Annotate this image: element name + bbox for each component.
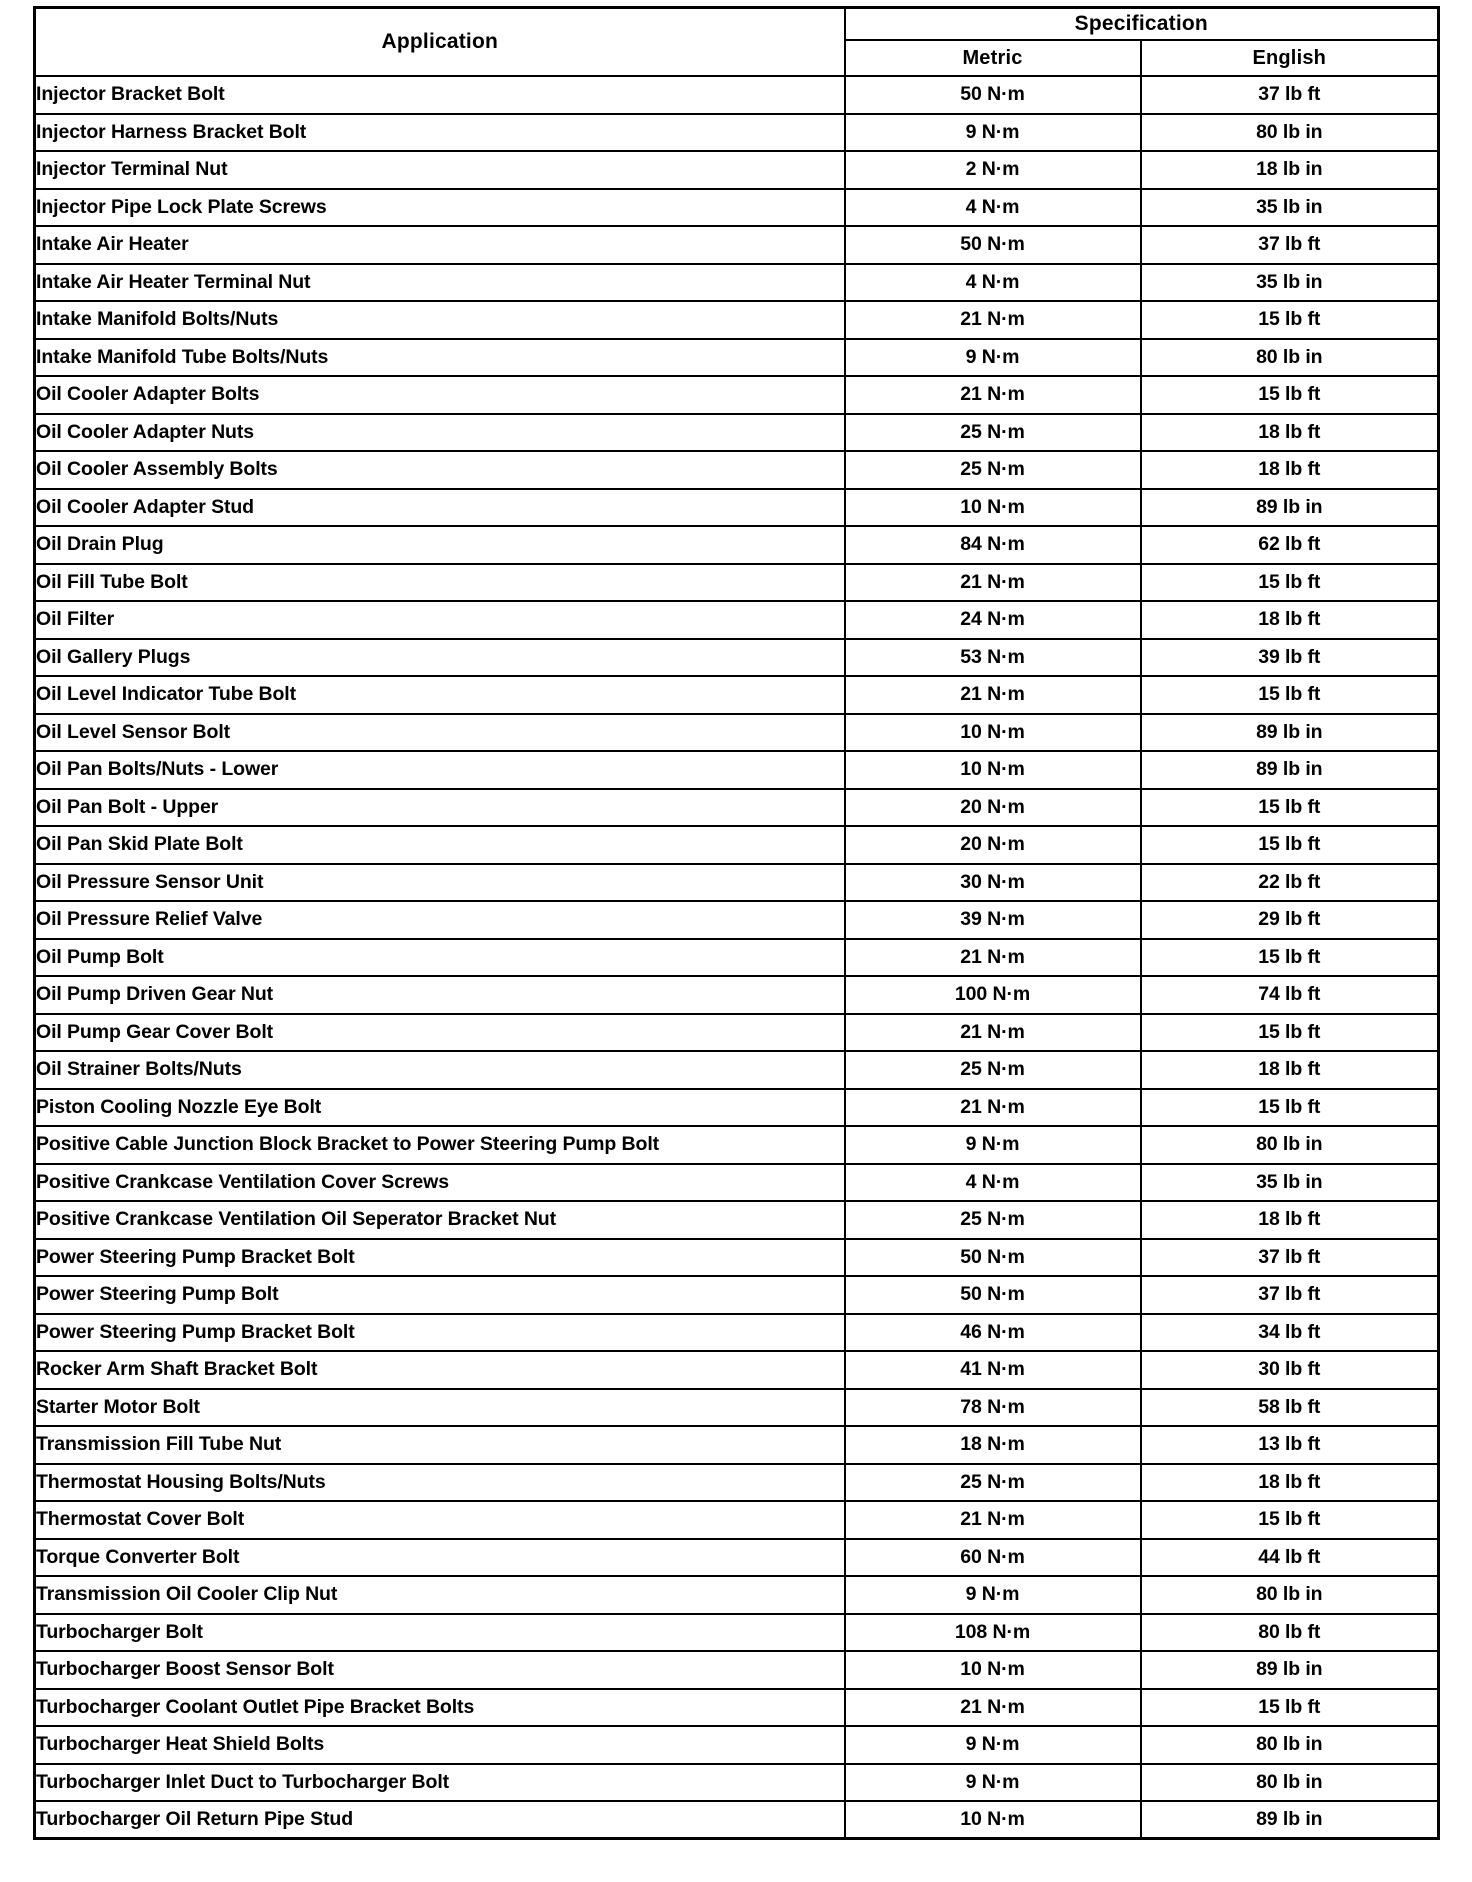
cell-english: 30 lb ft — [1141, 1351, 1439, 1389]
cell-application: Rocker Arm Shaft Bracket Bolt — [35, 1351, 845, 1389]
cell-metric: 9 N·m — [845, 1576, 1141, 1614]
cell-metric: 50 N·m — [845, 1239, 1141, 1277]
cell-metric: 9 N·m — [845, 1126, 1141, 1164]
cell-application: Oil Cooler Adapter Nuts — [35, 414, 845, 452]
table-row — [35, 1389, 1439, 1427]
table-row — [35, 1089, 1439, 1127]
table-row — [35, 676, 1439, 714]
cell-application: Power Steering Pump Bracket Bolt — [35, 1314, 845, 1352]
table-row — [35, 1351, 1439, 1389]
cell-english: 80 lb in — [1141, 1764, 1439, 1802]
cell-english: 15 lb ft — [1141, 564, 1439, 602]
cell-metric: 21 N·m — [845, 676, 1141, 714]
cell-application: Oil Gallery Plugs — [35, 639, 845, 677]
table-row — [35, 1801, 1439, 1839]
cell-metric: 24 N·m — [845, 601, 1141, 639]
table-row — [35, 1314, 1439, 1352]
cell-english: 80 lb in — [1141, 1126, 1439, 1164]
cell-english: 18 lb ft — [1141, 1051, 1439, 1089]
table-row — [35, 1726, 1439, 1764]
table-row — [35, 76, 1439, 114]
cell-english: 35 lb in — [1141, 264, 1439, 302]
table-row — [35, 976, 1439, 1014]
table-row — [35, 114, 1439, 152]
cell-application: Turbocharger Boost Sensor Bolt — [35, 1651, 845, 1689]
cell-application: Oil Strainer Bolts/Nuts — [35, 1051, 845, 1089]
table-row — [35, 789, 1439, 827]
column-header-metric: Metric — [845, 40, 1141, 76]
table-row — [35, 1014, 1439, 1052]
cell-application: Oil Pan Bolt - Upper — [35, 789, 845, 827]
cell-english: 89 lb in — [1141, 751, 1439, 789]
table-row — [35, 1126, 1439, 1164]
cell-metric: 78 N·m — [845, 1389, 1141, 1427]
cell-metric: 10 N·m — [845, 751, 1141, 789]
cell-application: Injector Harness Bracket Bolt — [35, 114, 845, 152]
cell-english: 89 lb in — [1141, 1651, 1439, 1689]
cell-metric: 4 N·m — [845, 1164, 1141, 1202]
table-row — [35, 1276, 1439, 1314]
column-header-specification: Specification — [845, 8, 1439, 41]
cell-metric: 21 N·m — [845, 1014, 1141, 1052]
cell-application: Oil Pan Bolts/Nuts - Lower — [35, 751, 845, 789]
column-header-application: Application — [35, 8, 845, 77]
cell-metric: 41 N·m — [845, 1351, 1141, 1389]
cell-application: Intake Manifold Tube Bolts/Nuts — [35, 339, 845, 377]
cell-application: Oil Pressure Sensor Unit — [35, 864, 845, 902]
table-row — [35, 339, 1439, 377]
cell-application: Oil Level Indicator Tube Bolt — [35, 676, 845, 714]
cell-metric: 50 N·m — [845, 226, 1141, 264]
cell-application: Oil Filter — [35, 601, 845, 639]
cell-application: Oil Pump Gear Cover Bolt — [35, 1014, 845, 1052]
cell-application: Turbocharger Oil Return Pipe Stud — [35, 1801, 845, 1839]
cell-metric: 100 N·m — [845, 976, 1141, 1014]
table-row — [35, 564, 1439, 602]
cell-metric: 9 N·m — [845, 339, 1141, 377]
cell-metric: 21 N·m — [845, 1089, 1141, 1127]
cell-application: Oil Pump Driven Gear Nut — [35, 976, 845, 1014]
cell-english: 15 lb ft — [1141, 1689, 1439, 1727]
table-row — [35, 1051, 1439, 1089]
cell-english: 18 lb ft — [1141, 414, 1439, 452]
cell-application: Thermostat Cover Bolt — [35, 1501, 845, 1539]
cell-metric: 60 N·m — [845, 1539, 1141, 1577]
cell-metric: 9 N·m — [845, 1764, 1141, 1802]
table-row — [35, 1764, 1439, 1802]
cell-metric: 25 N·m — [845, 1051, 1141, 1089]
cell-english: 80 lb in — [1141, 339, 1439, 377]
cell-application: Injector Terminal Nut — [35, 151, 845, 189]
cell-english: 15 lb ft — [1141, 1014, 1439, 1052]
cell-application: Power Steering Pump Bracket Bolt — [35, 1239, 845, 1277]
cell-english: 89 lb in — [1141, 1801, 1439, 1839]
cell-english: 15 lb ft — [1141, 1089, 1439, 1127]
table-row — [35, 901, 1439, 939]
table-row — [35, 151, 1439, 189]
table-row — [35, 1501, 1439, 1539]
cell-english: 37 lb ft — [1141, 226, 1439, 264]
table-row — [35, 264, 1439, 302]
table-row — [35, 301, 1439, 339]
cell-application: Oil Drain Plug — [35, 526, 845, 564]
table-row — [35, 1464, 1439, 1502]
cell-metric: 10 N·m — [845, 1801, 1141, 1839]
cell-english: 35 lb in — [1141, 189, 1439, 227]
table-row — [35, 826, 1439, 864]
cell-metric: 9 N·m — [845, 114, 1141, 152]
cell-english: 34 lb ft — [1141, 1314, 1439, 1352]
cell-english: 37 lb ft — [1141, 1239, 1439, 1277]
cell-application: Oil Fill Tube Bolt — [35, 564, 845, 602]
cell-application: Injector Pipe Lock Plate Screws — [35, 189, 845, 227]
table-row — [35, 526, 1439, 564]
cell-application: Positive Cable Junction Block Bracket to Power Steering Pump Bolt — [35, 1126, 845, 1164]
cell-metric: 20 N·m — [845, 826, 1141, 864]
cell-metric: 46 N·m — [845, 1314, 1141, 1352]
cell-english: 15 lb ft — [1141, 789, 1439, 827]
cell-application: Transmission Fill Tube Nut — [35, 1426, 845, 1464]
cell-application: Oil Cooler Adapter Bolts — [35, 376, 845, 414]
table-row — [35, 1689, 1439, 1727]
table-row — [35, 601, 1439, 639]
cell-english: 35 lb in — [1141, 1164, 1439, 1202]
cell-english: 74 lb ft — [1141, 976, 1439, 1014]
cell-metric: 25 N·m — [845, 1464, 1141, 1502]
cell-metric: 50 N·m — [845, 1276, 1141, 1314]
table-row — [35, 939, 1439, 977]
cell-metric: 10 N·m — [845, 1651, 1141, 1689]
cell-application: Oil Level Sensor Bolt — [35, 714, 845, 752]
table-row — [35, 714, 1439, 752]
cell-application: Injector Bracket Bolt — [35, 76, 845, 114]
cell-metric: 53 N·m — [845, 639, 1141, 677]
cell-english: 15 lb ft — [1141, 1501, 1439, 1539]
table-row — [35, 414, 1439, 452]
cell-metric: 21 N·m — [845, 376, 1141, 414]
cell-metric: 39 N·m — [845, 901, 1141, 939]
header-row-top — [35, 8, 1439, 41]
cell-metric: 2 N·m — [845, 151, 1141, 189]
cell-english: 15 lb ft — [1141, 826, 1439, 864]
cell-english: 80 lb in — [1141, 1576, 1439, 1614]
cell-application: Piston Cooling Nozzle Eye Bolt — [35, 1089, 845, 1127]
cell-metric: 50 N·m — [845, 76, 1141, 114]
cell-english: 18 lb ft — [1141, 1201, 1439, 1239]
table-row — [35, 639, 1439, 677]
table-row — [35, 1651, 1439, 1689]
cell-english: 80 lb in — [1141, 1726, 1439, 1764]
cell-english: 39 lb ft — [1141, 639, 1439, 677]
cell-english: 58 lb ft — [1141, 1389, 1439, 1427]
table-row — [35, 1539, 1439, 1577]
cell-application: Turbocharger Heat Shield Bolts — [35, 1726, 845, 1764]
cell-english: 80 lb ft — [1141, 1614, 1439, 1652]
table-row — [35, 1614, 1439, 1652]
table-row — [35, 1239, 1439, 1277]
cell-application: Oil Cooler Adapter Stud — [35, 489, 845, 527]
cell-english: 44 lb ft — [1141, 1539, 1439, 1577]
cell-english: 22 lb ft — [1141, 864, 1439, 902]
cell-application: Oil Pump Bolt — [35, 939, 845, 977]
cell-english: 89 lb in — [1141, 714, 1439, 752]
cell-metric: 25 N·m — [845, 1201, 1141, 1239]
cell-application: Thermostat Housing Bolts/Nuts — [35, 1464, 845, 1502]
cell-application: Oil Pressure Relief Valve — [35, 901, 845, 939]
table-row — [35, 376, 1439, 414]
cell-application: Intake Manifold Bolts/Nuts — [35, 301, 845, 339]
table-row — [35, 489, 1439, 527]
column-header-english: English — [1141, 40, 1439, 76]
cell-metric: 30 N·m — [845, 864, 1141, 902]
table-row — [35, 226, 1439, 264]
torque-specifications-table — [33, 6, 1440, 1840]
cell-english: 37 lb ft — [1141, 76, 1439, 114]
cell-application: Intake Air Heater Terminal Nut — [35, 264, 845, 302]
cell-application: Oil Pan Skid Plate Bolt — [35, 826, 845, 864]
table-row — [35, 451, 1439, 489]
cell-application: Torque Converter Bolt — [35, 1539, 845, 1577]
cell-application: Positive Crankcase Ventilation Cover Screws — [35, 1164, 845, 1202]
cell-metric: 21 N·m — [845, 1501, 1141, 1539]
cell-english: 29 lb ft — [1141, 901, 1439, 939]
cell-metric: 25 N·m — [845, 414, 1141, 452]
table-row — [35, 864, 1439, 902]
table-body — [35, 76, 1439, 1839]
cell-application: Turbocharger Coolant Outlet Pipe Bracket Bolts — [35, 1689, 845, 1727]
cell-metric: 21 N·m — [845, 1689, 1141, 1727]
cell-english: 18 lb ft — [1141, 601, 1439, 639]
cell-metric: 18 N·m — [845, 1426, 1141, 1464]
table-header — [35, 8, 1439, 77]
cell-application: Intake Air Heater — [35, 226, 845, 264]
cell-metric: 10 N·m — [845, 714, 1141, 752]
cell-english: 18 lb ft — [1141, 1464, 1439, 1502]
table-row — [35, 751, 1439, 789]
cell-metric: 21 N·m — [845, 939, 1141, 977]
cell-english: 18 lb ft — [1141, 451, 1439, 489]
table-row — [35, 1164, 1439, 1202]
cell-metric: 21 N·m — [845, 301, 1141, 339]
cell-english: 15 lb ft — [1141, 676, 1439, 714]
cell-application: Transmission Oil Cooler Clip Nut — [35, 1576, 845, 1614]
cell-metric: 84 N·m — [845, 526, 1141, 564]
cell-application: Oil Cooler Assembly Bolts — [35, 451, 845, 489]
cell-english: 13 lb ft — [1141, 1426, 1439, 1464]
cell-metric: 4 N·m — [845, 264, 1141, 302]
cell-application: Positive Crankcase Ventilation Oil Seperator Bracket Nut — [35, 1201, 845, 1239]
cell-english: 15 lb ft — [1141, 376, 1439, 414]
cell-application: Starter Motor Bolt — [35, 1389, 845, 1427]
cell-application: Turbocharger Bolt — [35, 1614, 845, 1652]
cell-english: 62 lb ft — [1141, 526, 1439, 564]
cell-metric: 10 N·m — [845, 489, 1141, 527]
table-row — [35, 189, 1439, 227]
cell-metric: 25 N·m — [845, 451, 1141, 489]
cell-english: 89 lb in — [1141, 489, 1439, 527]
cell-metric: 4 N·m — [845, 189, 1141, 227]
table-row — [35, 1576, 1439, 1614]
cell-application: Turbocharger Inlet Duct to Turbocharger Bolt — [35, 1764, 845, 1802]
cell-metric: 20 N·m — [845, 789, 1141, 827]
cell-metric: 21 N·m — [845, 564, 1141, 602]
cell-english: 80 lb in — [1141, 114, 1439, 152]
cell-english: 15 lb ft — [1141, 939, 1439, 977]
cell-english: 37 lb ft — [1141, 1276, 1439, 1314]
cell-metric: 108 N·m — [845, 1614, 1141, 1652]
cell-metric: 9 N·m — [845, 1726, 1141, 1764]
cell-english: 15 lb ft — [1141, 301, 1439, 339]
table-row — [35, 1201, 1439, 1239]
cell-english: 18 lb in — [1141, 151, 1439, 189]
cell-application: Power Steering Pump Bolt — [35, 1276, 845, 1314]
table-row — [35, 1426, 1439, 1464]
